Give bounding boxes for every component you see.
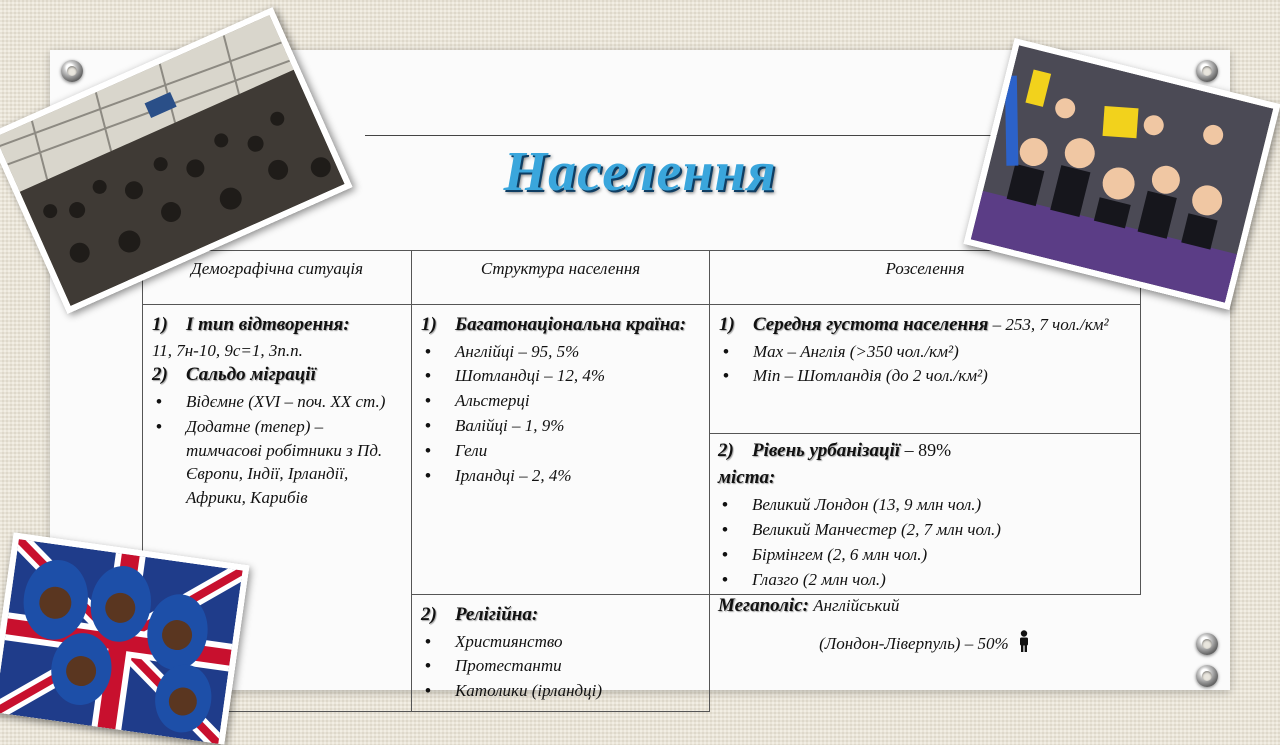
nations-list xyxy=(421,340,700,488)
list-number: 1) xyxy=(719,314,735,335)
urbanization-value: – 89% xyxy=(900,440,952,460)
settlement-item-2 xyxy=(718,438,1132,465)
list-item: • Глазго (2 млн чол.) xyxy=(718,568,1132,592)
list-number: 2) xyxy=(718,440,734,461)
reproduction-heading: I тип відтворення: xyxy=(186,314,350,335)
urbanization-block xyxy=(710,433,1140,669)
religion-list xyxy=(421,630,700,703)
list-item: • Англійці – 95, 5% xyxy=(421,340,700,364)
header-demography: Демографічна ситуація xyxy=(143,251,412,305)
megalopolis-heading: Мегаполіс: xyxy=(718,595,809,617)
title-rule xyxy=(365,135,1005,136)
density-heading: Середня густота населення xyxy=(753,314,989,335)
structure-item-1 xyxy=(421,312,700,339)
list-number: 1) xyxy=(152,314,168,335)
list-item: • Християнство xyxy=(421,630,700,654)
rivet-icon-top-right xyxy=(1196,60,1218,82)
demography-item-1 xyxy=(152,312,402,339)
list-item: • Протестанти xyxy=(421,654,700,678)
religion-heading: Релігійна: xyxy=(455,604,539,625)
list-item: • Додатне (тепер) – тимчасові робітники з Пд. Європи, Індії, Ірландії, Африки, Карибів xyxy=(152,415,402,510)
list-number: 2) xyxy=(152,364,168,386)
rivet-icon-top-left xyxy=(61,60,83,82)
cities-list xyxy=(718,493,1132,593)
rivet-icon-mid-right xyxy=(1196,633,1218,655)
list-item: • Великий Манчестер (2, 7 млн чол.) xyxy=(718,518,1132,542)
list-item: • Відємне (XVI – поч. XX ст.) xyxy=(152,390,402,414)
header-settlement: Розселення xyxy=(710,251,1141,305)
rivet-icon-bottom-right xyxy=(1196,665,1218,687)
demography-item-2 xyxy=(152,362,402,389)
reproduction-values: 11, 7н-10, 9с=1, 3п.п. xyxy=(152,340,303,360)
girls-with-flag-photo xyxy=(0,532,249,744)
list-number: 2) xyxy=(421,604,437,625)
list-item: • Бірмінгем (2, 6 млн чол.) xyxy=(718,543,1132,567)
density-value: – 253, 7 чол./км² xyxy=(988,315,1109,334)
list-item: • Католики (ірландці) xyxy=(421,679,700,703)
list-item: • Шотландці – 12, 4% xyxy=(421,364,700,388)
list-item: • Min – Шотландія (до 2 чол./км²) xyxy=(719,364,1131,388)
cities-heading: міста: xyxy=(718,466,776,488)
page-title: Населення xyxy=(503,141,777,203)
religion-cell xyxy=(412,595,710,712)
megalopolis-detail: (Лондон-Ліверпуль) – 50% xyxy=(819,634,1009,654)
migration-list xyxy=(152,390,402,510)
list-number: 1) xyxy=(421,314,437,335)
urbanization-heading: Рівень урбанізації xyxy=(752,440,901,461)
multinational-heading: Багатонаціональна країна: xyxy=(455,314,687,335)
nations-cell xyxy=(412,305,710,595)
megalopolis-name: Англійський xyxy=(808,596,900,616)
person-icon xyxy=(1017,630,1031,652)
list-item: • Валійці – 1, 9% xyxy=(421,414,700,438)
table-header-row xyxy=(143,251,1141,305)
density-list xyxy=(719,340,1131,389)
structure-item-2 xyxy=(421,602,700,629)
list-item: • Гели xyxy=(421,439,700,463)
list-item: • Альстерці xyxy=(421,389,700,413)
header-structure: Структура населення xyxy=(412,251,710,305)
list-item: • Ірландці – 2, 4% xyxy=(421,464,700,488)
migration-heading: Сальдо міграції xyxy=(186,364,316,386)
settlement-item-1 xyxy=(719,312,1131,339)
list-item: • Великий Лондон (13, 9 млн чол.) xyxy=(718,493,1132,517)
list-item: • Max – Англія (>350 чол./км²) xyxy=(719,340,1131,364)
megalopolis-line xyxy=(718,593,1132,620)
megalopolis-detail-line xyxy=(718,630,1132,656)
